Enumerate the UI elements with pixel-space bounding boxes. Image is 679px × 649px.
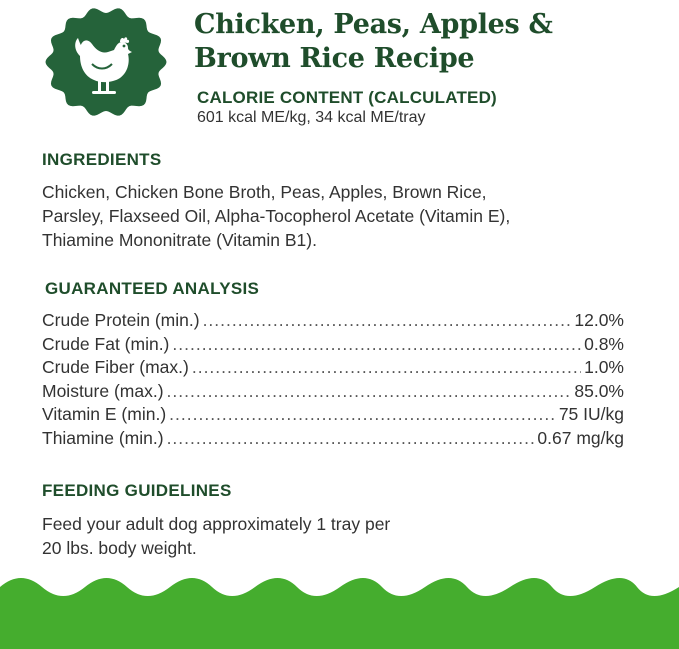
- analysis-label: Vitamin E (min.): [42, 404, 167, 424]
- analysis-value: 75 IU/kg: [558, 404, 624, 424]
- dot-leader: [203, 310, 572, 331]
- analysis-label: Thiamine (min.): [42, 427, 164, 448]
- dot-leader: [192, 357, 581, 378]
- title-line-2: Brown Rice Recipe: [194, 43, 475, 74]
- feeding-line: Feed your adult dog approximately 1 tray per: [42, 514, 391, 534]
- feeding-heading: FEEDING GUIDELINES: [42, 481, 232, 500]
- feeding-line: 20 lbs. body weight.: [42, 538, 197, 558]
- calorie-value: 601 kcal ME/kg, 34 kcal ME/tray: [197, 109, 426, 126]
- analysis-table: [42, 310, 624, 451]
- analysis-label: Crude Fiber (max.): [42, 357, 189, 377]
- calorie-heading: CALORIE CONTENT (CALCULATED): [197, 88, 497, 107]
- product-title: [194, 8, 553, 76]
- title-line-1: Chicken, Peas, Apples &: [194, 9, 553, 40]
- analysis-row: [42, 404, 624, 428]
- analysis-value: 85.0%: [574, 380, 624, 401]
- green-wave-footer: [0, 575, 679, 649]
- analysis-label: Crude Fat (min.): [42, 333, 170, 354]
- analysis-row: [42, 381, 624, 405]
- analysis-value: 0.67 mg/kg: [537, 427, 624, 448]
- analysis-label: Crude Protein (min.): [42, 310, 200, 330]
- ingredients-list: [42, 180, 510, 252]
- analysis-value: 0.8%: [584, 333, 624, 354]
- ingredients-line: Parsley, Flaxseed Oil, Alpha-Tocopherol Acetate (Vitamin E),: [42, 206, 511, 226]
- product-badge: [42, 6, 170, 118]
- dot-leader: [167, 381, 572, 402]
- analysis-row: [42, 334, 624, 358]
- analysis-value: 12.0%: [574, 310, 624, 330]
- analysis-row: [42, 357, 624, 381]
- analysis-label: Moisture (max.): [42, 380, 164, 401]
- feeding-text: [42, 512, 390, 560]
- dot-leader: [172, 334, 581, 355]
- dot-leader: [169, 404, 556, 425]
- analysis-row: [42, 310, 624, 334]
- analysis-heading: GUARANTEED ANALYSIS: [45, 279, 260, 298]
- ingredients-heading: INGREDIENTS: [42, 150, 162, 169]
- analysis-row: [42, 428, 624, 452]
- analysis-value: 1.0%: [584, 357, 624, 377]
- dot-leader: [167, 428, 535, 449]
- ingredients-line: Thiamine Mononitrate (Vitamin B1).: [42, 230, 317, 250]
- ingredients-line: Chicken, Chicken Bone Broth, Peas, Apples, Brown Rice,: [42, 182, 487, 202]
